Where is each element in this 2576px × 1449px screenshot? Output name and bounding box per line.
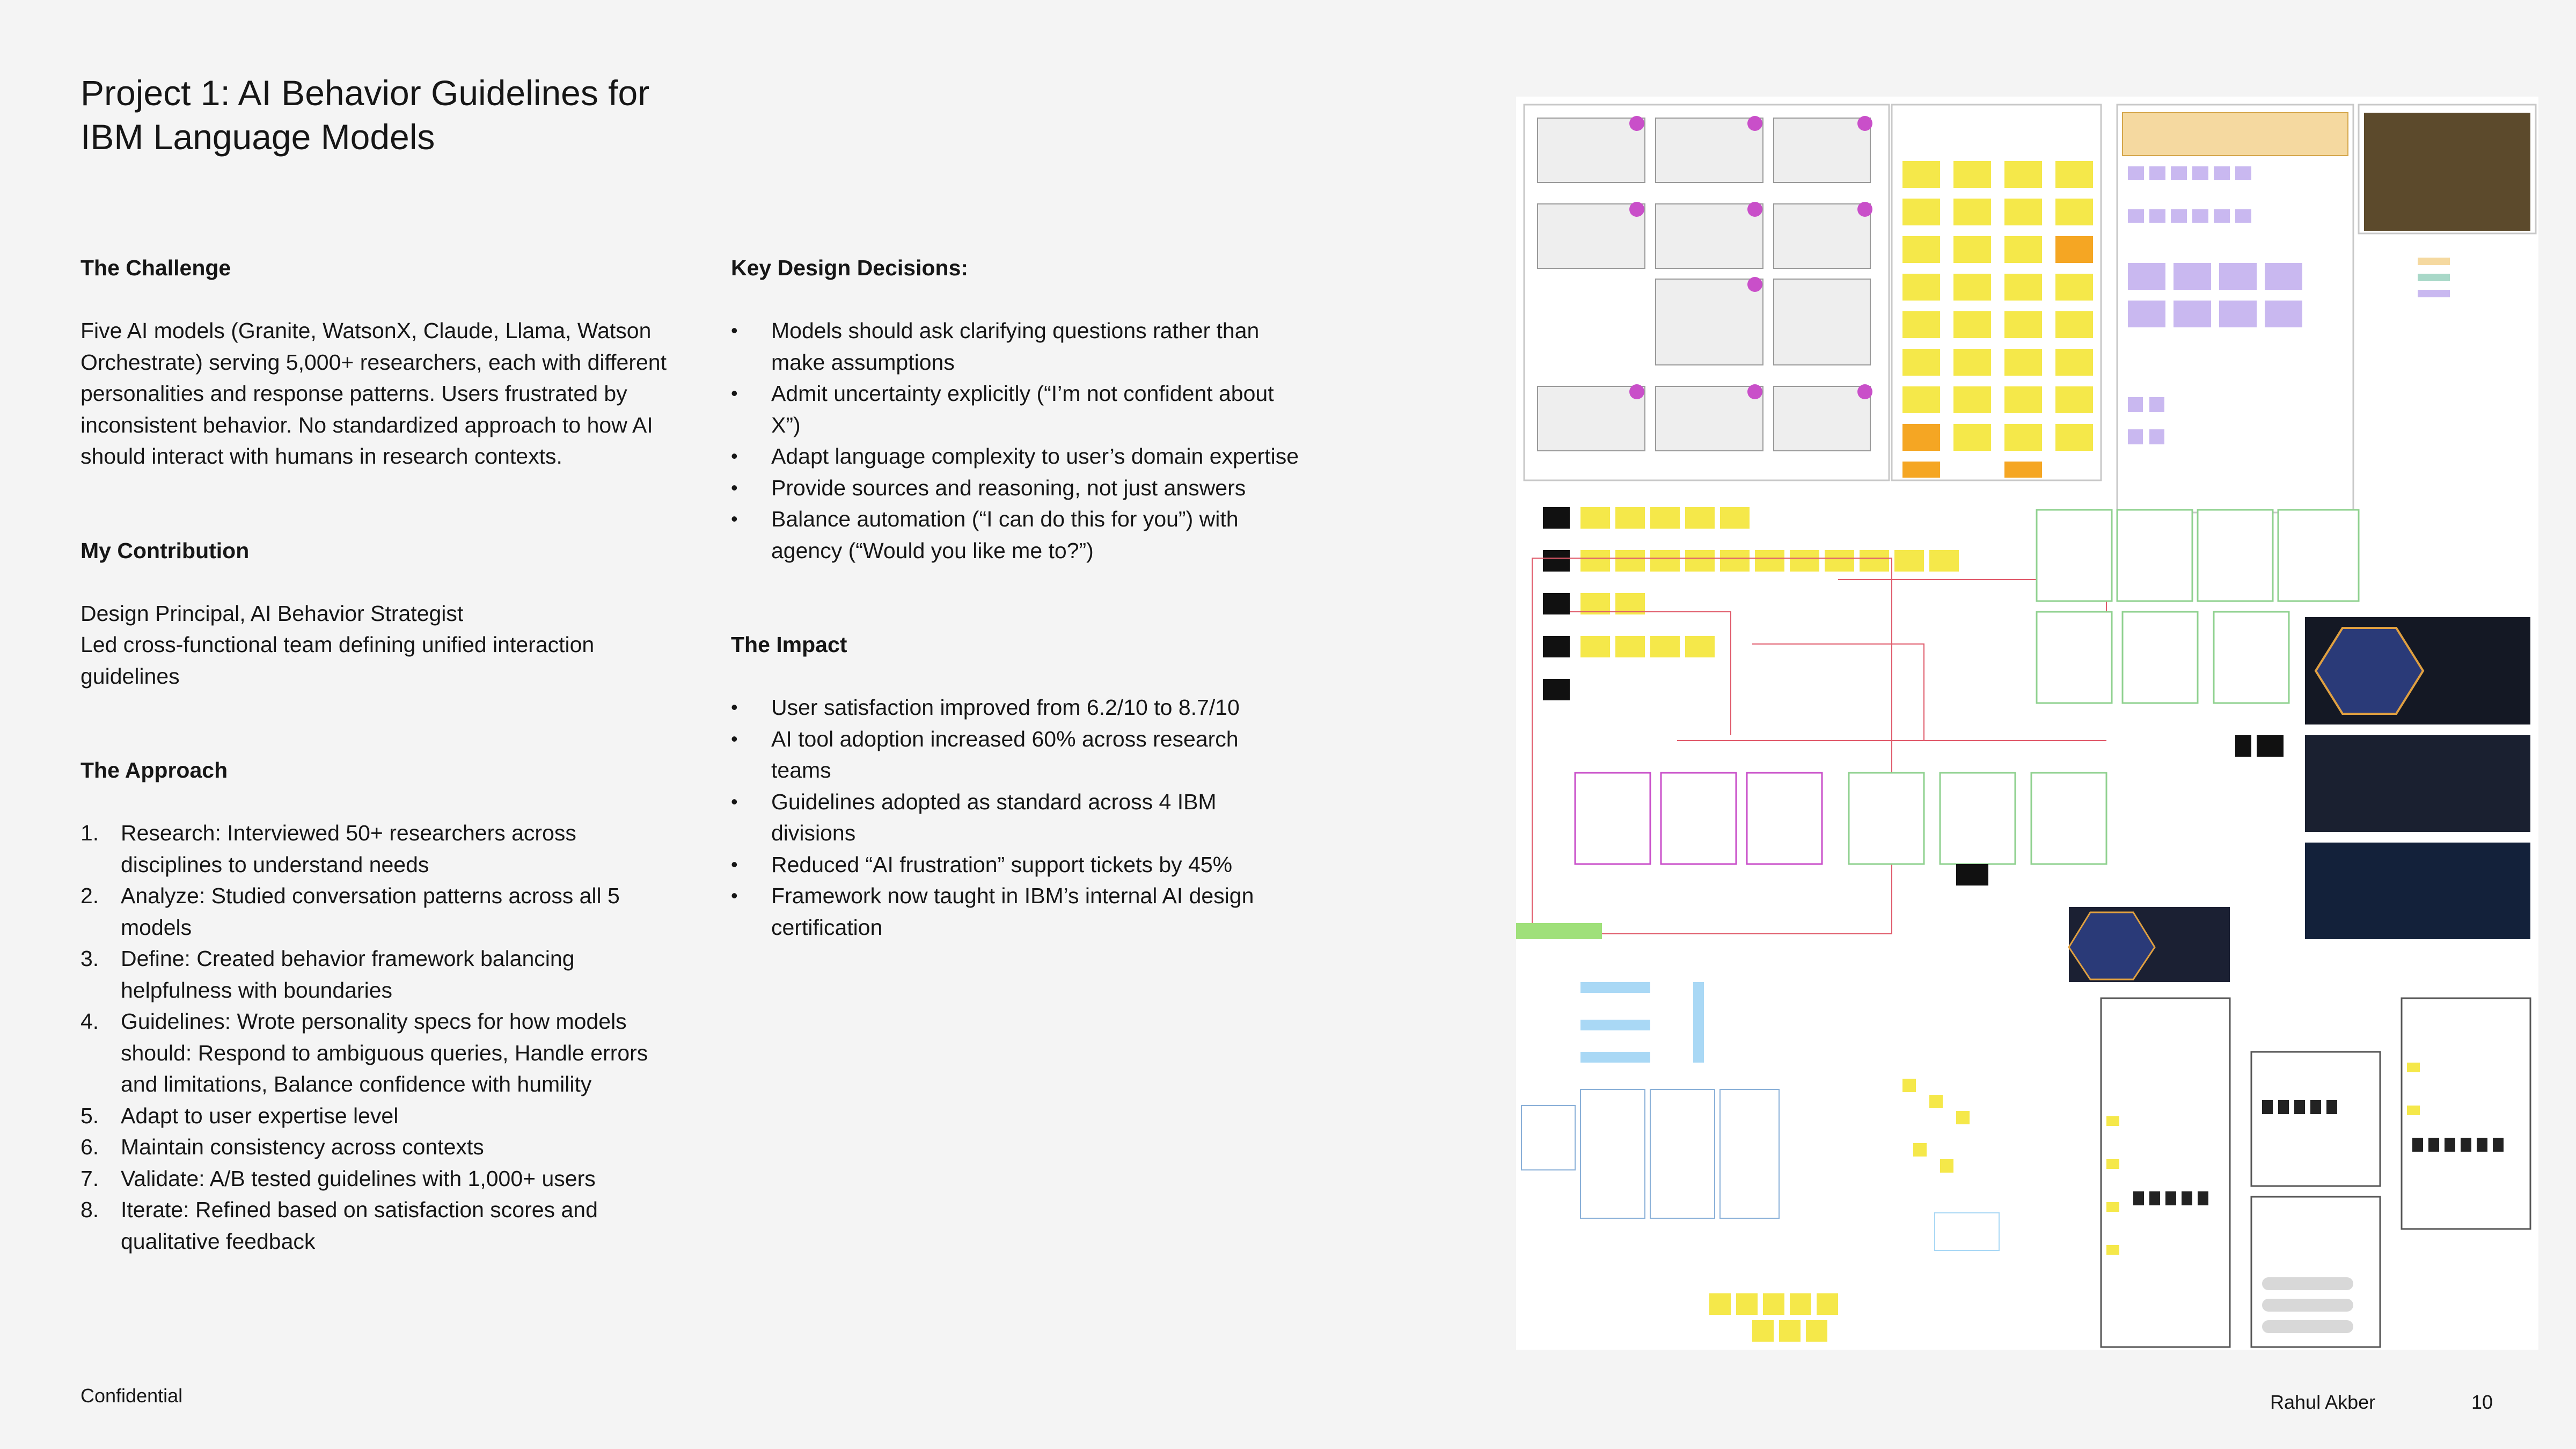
page-number: 10 bbox=[2471, 1391, 2493, 1413]
approach-list bbox=[80, 817, 671, 1257]
approach-item bbox=[80, 880, 671, 943]
impact-item: • Guidelines adopted as standard across 4 IBM divisions bbox=[731, 786, 1300, 849]
approach-text: Validate: A/B tested guidelines with 1,000+ users bbox=[121, 1166, 596, 1191]
decision-item: • Admit uncertainty explicitly (“I’m not confident about X”) bbox=[731, 378, 1300, 441]
approach-item bbox=[80, 1163, 671, 1195]
contribution-section bbox=[80, 535, 671, 692]
approach-text: Guidelines: Wrote personality specs for how models should: Respond to ambiguous queries, Handle errors and limitations, Balance confidence with humility bbox=[121, 1009, 648, 1096]
decisions-list bbox=[731, 315, 1300, 566]
impact-section bbox=[731, 629, 1300, 943]
contribution-heading: My Contribution bbox=[80, 538, 250, 563]
decision-item: • Adapt language complexity to user’s domain expertise bbox=[731, 441, 1300, 472]
decision-item: • Models should ask clarifying questions rather than make assumptions bbox=[731, 315, 1300, 378]
slide-title: Project 1: AI Behavior Guidelines for IBM Language Models bbox=[80, 73, 650, 157]
approach-number: 4. bbox=[80, 1009, 99, 1034]
approach-text: Adapt to user expertise level bbox=[121, 1103, 399, 1128]
impact-heading: The Impact bbox=[731, 632, 847, 657]
impact-item: • Framework now taught in IBM’s internal AI design certification bbox=[731, 880, 1300, 943]
impact-item: • Reduced “AI frustration” support tickets by 45% bbox=[731, 849, 1300, 881]
approach-item bbox=[80, 1100, 671, 1132]
author-name: Rahul Akber bbox=[2270, 1391, 2376, 1413]
decision-item: • Balance automation (“I can do this for you”) with agency (“Would you like me to?”) bbox=[731, 503, 1300, 566]
approach-number: 8. bbox=[80, 1197, 99, 1222]
approach-text: Maintain consistency across contexts bbox=[121, 1135, 484, 1159]
decisions-heading: Key Design Decisions: bbox=[731, 255, 969, 280]
approach-section bbox=[80, 755, 671, 1257]
challenge-body: Five AI models (Granite, WatsonX, Claude, Llama, Watson Orchestrate) serving 5,000+ researchers, each with different personalities and response patterns. Users frustrated by inconsistent behavior. No standardized approach to how AI should interact with humans in research contexts. bbox=[80, 318, 667, 469]
impact-list bbox=[731, 692, 1300, 943]
impact-item: • User satisfaction improved from 6.2/10 to 8.7/10 bbox=[731, 692, 1300, 723]
approach-text: Iterate: Refined based on satisfaction scores and qualitative feedback bbox=[121, 1197, 598, 1254]
left-column bbox=[80, 252, 671, 1289]
impact-item: • AI tool adoption increased 60% across research teams bbox=[731, 723, 1300, 786]
contribution-detail: Led cross-functional team defining unified interaction guidelines bbox=[80, 632, 595, 689]
approach-heading: The Approach bbox=[80, 758, 228, 782]
approach-text: Research: Interviewed 50+ researchers across disciplines to understand needs bbox=[121, 821, 576, 877]
approach-number: 7. bbox=[80, 1166, 99, 1191]
approach-number: 5. bbox=[80, 1103, 99, 1128]
approach-item bbox=[80, 1131, 671, 1163]
approach-text: Analyze: Studied conversation patterns across all 5 models bbox=[121, 883, 620, 940]
approach-item bbox=[80, 1006, 671, 1100]
approach-number: 2. bbox=[80, 883, 99, 908]
approach-number: 3. bbox=[80, 946, 99, 971]
whiteboard-illustration bbox=[1516, 97, 2538, 1350]
right-column bbox=[731, 252, 1300, 975]
confidential-label: Confidential bbox=[80, 1385, 183, 1407]
approach-number: 1. bbox=[80, 821, 99, 845]
challenge-heading: The Challenge bbox=[80, 255, 231, 280]
decision-item: • Provide sources and reasoning, not just answers bbox=[731, 472, 1300, 504]
whiteboard-collage bbox=[1516, 97, 2538, 1350]
approach-item bbox=[80, 943, 671, 1006]
approach-text: Define: Created behavior framework balancing helpfulness with boundaries bbox=[121, 946, 575, 1002]
challenge-section bbox=[80, 252, 671, 472]
contribution-role: Design Principal, AI Behavior Strategist bbox=[80, 601, 464, 626]
approach-item bbox=[80, 817, 671, 880]
approach-number: 6. bbox=[80, 1135, 99, 1159]
approach-item bbox=[80, 1194, 671, 1257]
decisions-section bbox=[731, 252, 1300, 566]
